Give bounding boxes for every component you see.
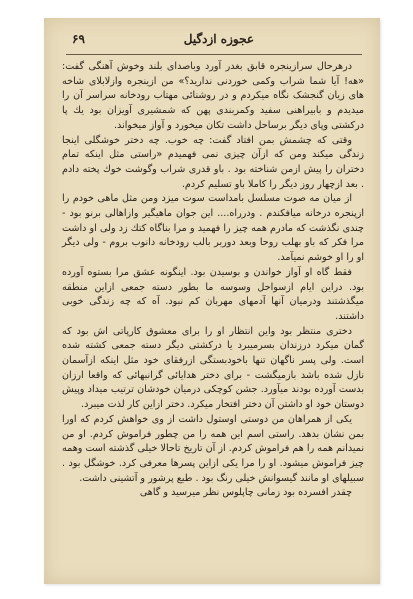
paragraph: یکی از همراهان من دوستی اوستول داشت از وی خواهش کردم که اورا بمن نشان بدهد. راستی اسم این همه را من چطور فراموش کردم. او من نمیدانم همه را هم فراموش کردم. از آن تاریخ تاحالا خیلی گذشته است وهمه چیز فراموش میشود. او را مرا یکی ازاین پسرها معرفی کرد. خوشگل بود . سبیلهای او مانند گیسوانش خیلی رنگ بود . طبع پرشور و آتشینی داشت.: [62, 413, 364, 484]
book-page: [44, 18, 380, 584]
header-divider: [66, 54, 362, 55]
paragraph: چقدر افسرده بود زمانی چاپلوس نظر میرسید و گاهی: [139, 487, 352, 499]
page-body: [62, 60, 364, 501]
paragraph: وقتی که چشمش بمن افتاد گفت: چه خوب. چه دختر خوشگلی اینجا زندگی میکند ومن که ازآن چیزی نمی فهمیدم «راستی مثل اینکه تمام دختران را پیش ازمن شناخته بود . باو قدری شراب وگوشت خوك پخته دادم . بعد ازچهار روز دیگر را کاملا باو تسلیم کردم.: [62, 134, 364, 190]
paragraph: درهرحال سرازینجره قابق بغدر آورد وباصدای بلند وخوش آهنگی گفت: «هه! آیا شما شراب وکمی خوردنی ندارید؟» من ازینجره وازلابلای شاخه های زیان گنجشک نگاه میکردم و در روشنائی مهتاب رودخانه سراسر آن را میدیدم و بابیراهنی سفید وکمربندی پهن که شمشیری آویزان بود یك پا درکشتی وپای دیگر برساحل داشت تکان میخورد و آواز میخواند.: [62, 61, 364, 131]
running-title: عجوزه ازدگیل: [183, 32, 254, 46]
paragraph: دختری منتظر بود واین انتظار او را برای معشوق کارپاتی اش بود که گمان میکرد درزندان بسرمیبرد یا درکشتی دیگر دسته جمعی کشته شده است. ولی پسر ناگهان تنها باخودبستگی ازرفقای خود مثل اینکه ازآسمان نازل شده باشد بازمیگشت - برای دختر هدایائی گرانبهائی که واقعا ارزان بدست آورده بودند میآورد. جشن کوچکی درمیان خودشان ترتیب میداد وپیش دوستان خود او داشتن آن دختر افتخار میکرد. دختر ازاین کار لذت میبرد.: [62, 325, 364, 411]
paragraph: فقط گاه او آواز خواندن و بوسیدن بود. اینگونه عشق مرا بستوه آورده بود. دراین ایام ازسواحل وسوسه ما بطور دسته جمعی ازاین منطقه میگذشتند ودرمیان آنها آدمهای مهربان کم نبود. آه که چه زندگی خوبی داشتند.: [62, 266, 364, 322]
paragraph: از میان مه صوت مسلسل بامداست سوت میزد ومن مثل ماهی خودم را ازپنجره درخانه میافکندم . ودرراه.... این جوان ماهیگیر وازاهالی برنو بود - چندی نگذشت که مادرم همه چیز را فهمید و مرا بناگاه کتك زد ولی او داشت مرا فکر که باو بهلب روحا وبعد دوربر بالب رودخانه دانوب بروم - ولی دیگر او را او خوشم نمیآمد.: [62, 193, 364, 264]
page-header: [66, 30, 362, 52]
page-number: ۶۹: [72, 32, 85, 46]
